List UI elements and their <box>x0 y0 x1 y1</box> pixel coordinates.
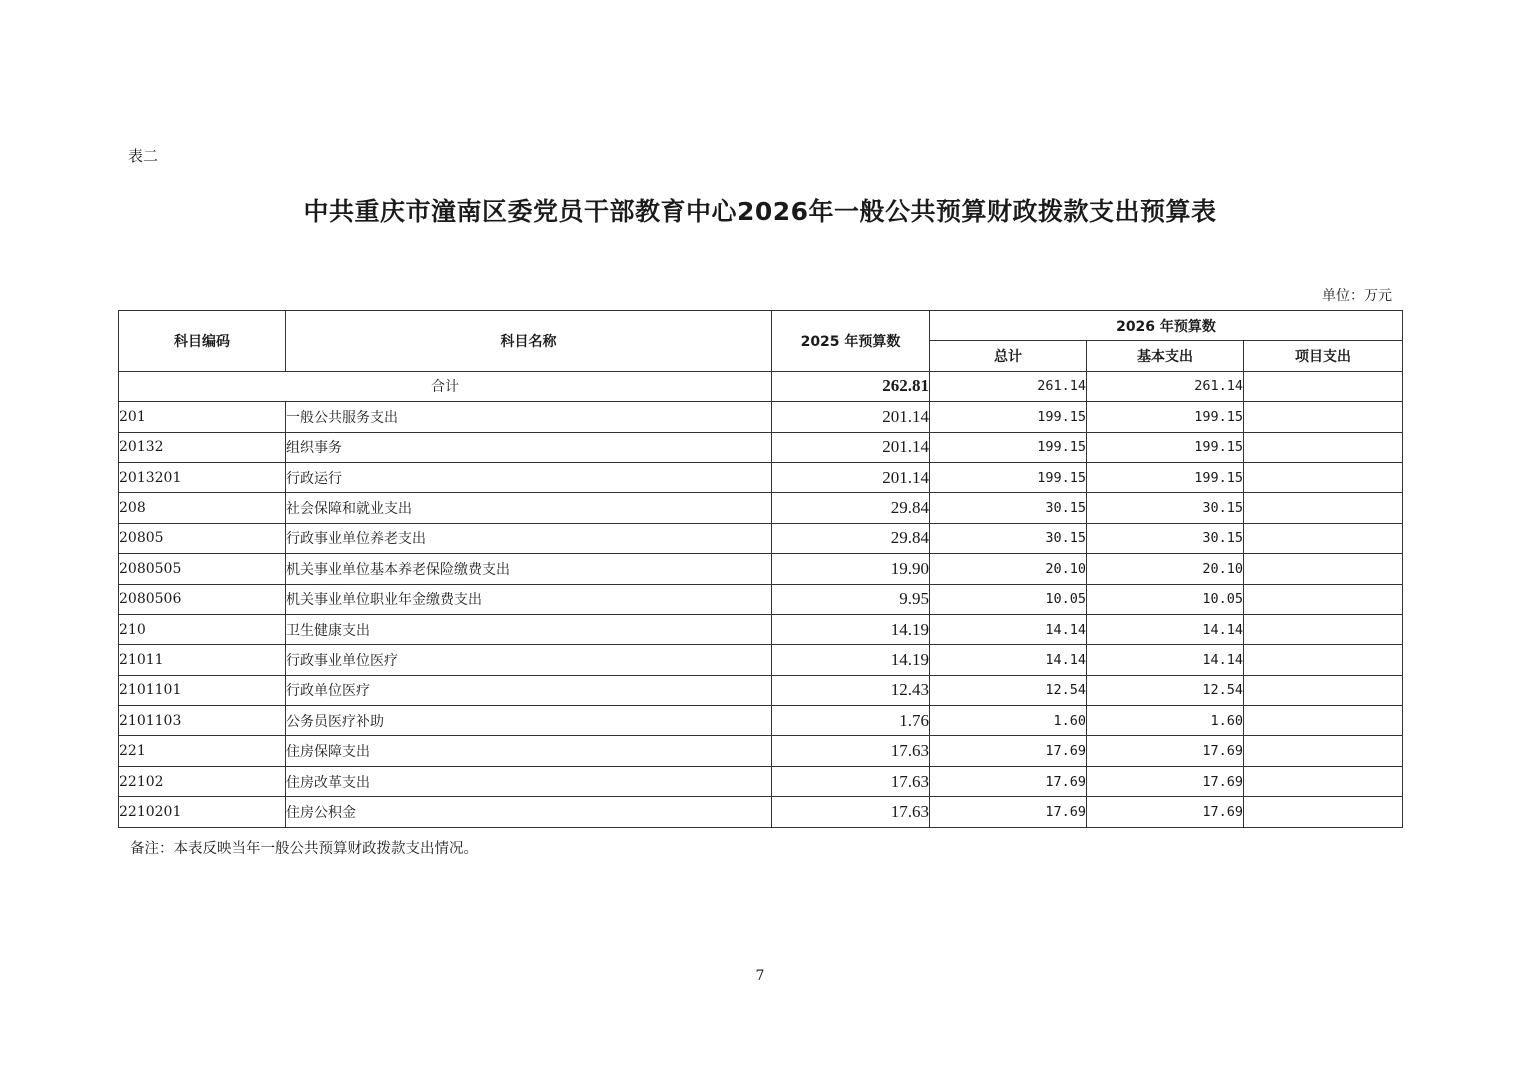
table-row <box>119 493 1403 523</box>
table-row <box>119 797 1403 827</box>
total-prev-value: 262.81 <box>772 371 930 401</box>
table-row <box>119 432 1403 462</box>
row-project-value <box>1244 645 1403 675</box>
table-row <box>119 645 1403 675</box>
row-project-value <box>1244 554 1403 584</box>
row-basic-value: 14.14 <box>1087 614 1244 644</box>
total-row <box>119 371 1403 401</box>
table-row <box>119 736 1403 766</box>
row-code: 21011 <box>119 645 286 675</box>
row-basic-value: 199.15 <box>1087 402 1244 432</box>
row-basic-value: 30.15 <box>1087 493 1244 523</box>
row-basic-value: 14.14 <box>1087 645 1244 675</box>
row-code: 2013201 <box>119 462 286 492</box>
row-project-value <box>1244 766 1403 796</box>
row-project-value <box>1244 584 1403 614</box>
row-code: 20805 <box>119 523 286 553</box>
table-body <box>119 371 1403 827</box>
row-name: 住房保障支出 <box>286 736 772 766</box>
row-basic-value: 199.15 <box>1087 462 1244 492</box>
row-prev-value: 29.84 <box>772 493 930 523</box>
row-name: 行政事业单位养老支出 <box>286 523 772 553</box>
row-code: 2080505 <box>119 554 286 584</box>
row-basic-value: 30.15 <box>1087 523 1244 553</box>
row-name: 机关事业单位基本养老保险缴费支出 <box>286 554 772 584</box>
row-code: 201 <box>119 402 286 432</box>
row-name: 组织事务 <box>286 432 772 462</box>
row-project-value <box>1244 402 1403 432</box>
total-basic-value: 261.14 <box>1087 371 1244 401</box>
table-row <box>119 462 1403 492</box>
row-prev-value: 1.76 <box>772 706 930 736</box>
row-code: 2101103 <box>119 706 286 736</box>
header-name: 科目名称 <box>286 311 772 372</box>
row-name: 行政运行 <box>286 462 772 492</box>
footnote: 备注：本表反映当年一般公共预算财政拨款支出情况。 <box>130 841 478 857</box>
table-row <box>119 675 1403 705</box>
row-name: 住房改革支出 <box>286 766 772 796</box>
row-project-value <box>1244 706 1403 736</box>
row-name: 一般公共服务支出 <box>286 402 772 432</box>
row-code: 20132 <box>119 432 286 462</box>
table-row <box>119 402 1403 432</box>
row-total-value: 1.60 <box>930 706 1087 736</box>
total-label: 合计 <box>119 371 772 401</box>
row-code: 22102 <box>119 766 286 796</box>
page-number: 7 <box>755 968 765 984</box>
budget-table <box>118 310 1403 828</box>
row-total-value: 14.14 <box>930 614 1087 644</box>
row-name: 卫生健康支出 <box>286 614 772 644</box>
row-prev-value: 201.14 <box>772 432 930 462</box>
row-total-value: 199.15 <box>930 432 1087 462</box>
table-row <box>119 584 1403 614</box>
page-title: 中共重庆市潼南区委党员干部教育中心2026年一般公共预算财政拨款支出预算表 <box>303 197 1217 226</box>
row-prev-value: 19.90 <box>772 554 930 584</box>
table-row <box>119 554 1403 584</box>
row-project-value <box>1244 432 1403 462</box>
row-total-value: 199.15 <box>930 402 1087 432</box>
row-name: 行政单位医疗 <box>286 675 772 705</box>
row-project-value <box>1244 493 1403 523</box>
row-basic-value: 17.69 <box>1087 736 1244 766</box>
row-total-value: 17.69 <box>930 797 1087 827</box>
row-project-value <box>1244 462 1403 492</box>
row-code: 221 <box>119 736 286 766</box>
row-total-value: 199.15 <box>930 462 1087 492</box>
unit-label: 单位：万元 <box>1322 288 1392 304</box>
table-row <box>119 706 1403 736</box>
row-project-value <box>1244 523 1403 553</box>
total-total-value: 261.14 <box>930 371 1087 401</box>
row-total-value: 17.69 <box>930 736 1087 766</box>
row-basic-value: 199.15 <box>1087 432 1244 462</box>
header-project: 项目支出 <box>1244 341 1403 371</box>
row-prev-value: 17.63 <box>772 736 930 766</box>
row-code: 2080506 <box>119 584 286 614</box>
row-total-value: 17.69 <box>930 766 1087 796</box>
row-basic-value: 1.60 <box>1087 706 1244 736</box>
header-current-year: 2026 年预算数 <box>930 311 1403 341</box>
row-code: 208 <box>119 493 286 523</box>
row-basic-value: 12.54 <box>1087 675 1244 705</box>
header-total: 总计 <box>930 341 1087 371</box>
row-basic-value: 17.69 <box>1087 797 1244 827</box>
row-project-value <box>1244 675 1403 705</box>
header-row-1 <box>119 311 1403 341</box>
row-name: 住房公积金 <box>286 797 772 827</box>
header-basic: 基本支出 <box>1087 341 1244 371</box>
row-total-value: 14.14 <box>930 645 1087 675</box>
table-row <box>119 766 1403 796</box>
row-code: 210 <box>119 614 286 644</box>
row-basic-value: 20.10 <box>1087 554 1244 584</box>
row-basic-value: 10.05 <box>1087 584 1244 614</box>
table-row <box>119 523 1403 553</box>
row-prev-value: 14.19 <box>772 614 930 644</box>
table-label: 表二 <box>128 147 159 165</box>
row-total-value: 20.10 <box>930 554 1087 584</box>
row-project-value <box>1244 736 1403 766</box>
row-code: 2210201 <box>119 797 286 827</box>
total-project-value <box>1244 371 1403 401</box>
table-row <box>119 614 1403 644</box>
row-prev-value: 17.63 <box>772 766 930 796</box>
row-basic-value: 17.69 <box>1087 766 1244 796</box>
row-prev-value: 17.63 <box>772 797 930 827</box>
row-total-value: 12.54 <box>930 675 1087 705</box>
row-prev-value: 29.84 <box>772 523 930 553</box>
row-name: 社会保障和就业支出 <box>286 493 772 523</box>
row-project-value <box>1244 614 1403 644</box>
row-code: 2101101 <box>119 675 286 705</box>
row-prev-value: 201.14 <box>772 462 930 492</box>
row-total-value: 30.15 <box>930 523 1087 553</box>
row-name: 机关事业单位职业年金缴费支出 <box>286 584 772 614</box>
row-prev-value: 9.95 <box>772 584 930 614</box>
row-name: 公务员医疗补助 <box>286 706 772 736</box>
row-prev-value: 201.14 <box>772 402 930 432</box>
row-project-value <box>1244 797 1403 827</box>
row-total-value: 10.05 <box>930 584 1087 614</box>
header-code: 科目编码 <box>119 311 286 372</box>
row-prev-value: 12.43 <box>772 675 930 705</box>
row-prev-value: 14.19 <box>772 645 930 675</box>
header-prev-year: 2025 年预算数 <box>772 311 930 372</box>
row-total-value: 30.15 <box>930 493 1087 523</box>
row-name: 行政事业单位医疗 <box>286 645 772 675</box>
